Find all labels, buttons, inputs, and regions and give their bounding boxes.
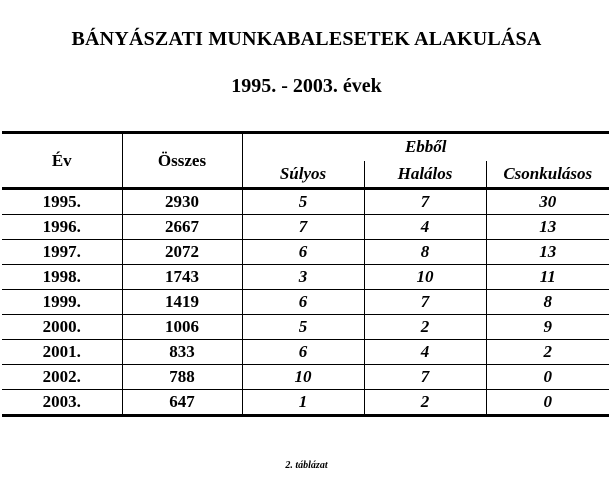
cell-total: 2667 <box>122 215 242 240</box>
cell-year: 1997. <box>2 240 122 265</box>
cell-fatal: 2 <box>364 390 486 416</box>
cell-fatal: 7 <box>364 290 486 315</box>
cell-severe: 10 <box>242 365 364 390</box>
cell-total: 2072 <box>122 240 242 265</box>
cell-year: 2001. <box>2 340 122 365</box>
cell-total: 788 <box>122 365 242 390</box>
document-title: BÁNYÁSZATI MUNKABALESETEK ALAKULÁSA <box>71 28 542 50</box>
cell-year: 1996. <box>2 215 122 240</box>
table-row <box>2 340 609 365</box>
cell-fatal: 8 <box>364 240 486 265</box>
cell-maiming: 13 <box>486 240 609 265</box>
cell-total: 1419 <box>122 290 242 315</box>
cell-severe: 6 <box>242 240 364 265</box>
table-caption: 2. táblázat <box>285 460 328 471</box>
cell-year: 1998. <box>2 265 122 290</box>
cell-maiming: 11 <box>486 265 609 290</box>
cell-severe: 1 <box>242 390 364 416</box>
cell-maiming: 30 <box>486 189 609 215</box>
cell-year: 2000. <box>2 315 122 340</box>
cell-total: 1743 <box>122 265 242 290</box>
cell-severe: 3 <box>242 265 364 290</box>
cell-total: 2930 <box>122 189 242 215</box>
cell-fatal: 7 <box>364 365 486 390</box>
cell-fatal: 10 <box>364 265 486 290</box>
cell-fatal: 4 <box>364 215 486 240</box>
cell-severe: 7 <box>242 215 364 240</box>
cell-year: 1999. <box>2 290 122 315</box>
table-row <box>2 215 609 240</box>
cell-severe: 6 <box>242 340 364 365</box>
table-row <box>2 290 609 315</box>
cell-fatal: 2 <box>364 315 486 340</box>
cell-year: 1995. <box>2 189 122 215</box>
cell-total: 833 <box>122 340 242 365</box>
cell-maiming: 2 <box>486 340 609 365</box>
table-row <box>2 240 609 265</box>
cell-maiming: 0 <box>486 365 609 390</box>
cell-severe: 6 <box>242 290 364 315</box>
header-severe: Súlyos <box>242 161 364 189</box>
cell-maiming: 13 <box>486 215 609 240</box>
header-fatal: Halálos <box>364 161 486 189</box>
cell-total: 1006 <box>122 315 242 340</box>
cell-year: 2002. <box>2 365 122 390</box>
header-group: Ebből <box>404 137 447 157</box>
accidents-table <box>2 131 609 417</box>
cell-maiming: 8 <box>486 290 609 315</box>
header-maiming: Csonkulásos <box>486 161 609 189</box>
cell-maiming: 0 <box>543 392 552 411</box>
document-subtitle: 1995. - 2003. évek <box>231 75 382 97</box>
table-row <box>2 189 609 215</box>
table-row <box>2 265 609 290</box>
cell-year: 2003. <box>2 390 122 416</box>
cell-fatal: 4 <box>364 340 486 365</box>
cell-severe: 5 <box>242 189 364 215</box>
cell-maiming: 9 <box>486 315 609 340</box>
cell-fatal: 7 <box>364 189 486 215</box>
table-row <box>2 365 609 390</box>
table-row <box>2 390 609 416</box>
cell-total: 647 <box>122 390 242 416</box>
table-row <box>2 315 609 340</box>
header-year: Év <box>2 133 122 189</box>
cell-severe: 5 <box>242 315 364 340</box>
header-total: Összes <box>122 133 242 189</box>
